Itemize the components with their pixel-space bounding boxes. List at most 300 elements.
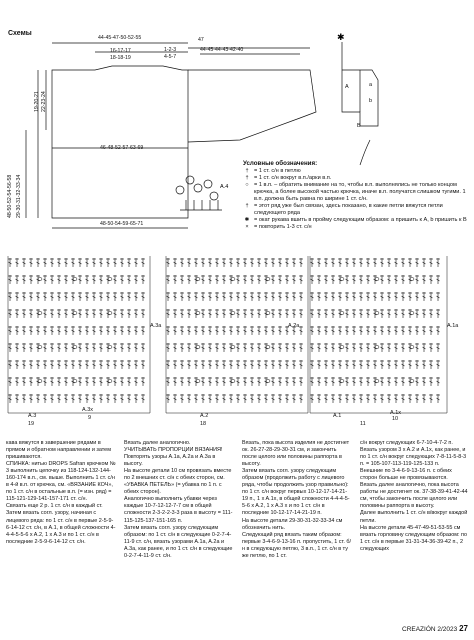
dc-stitch-icon — [387, 343, 391, 352]
dc-stitch-icon — [373, 360, 377, 369]
dc-stitch-icon — [71, 394, 75, 403]
dc-stitch-icon — [208, 360, 212, 369]
dc-stitch-icon — [201, 292, 205, 301]
dc-stitch-icon — [422, 309, 426, 318]
dc-stitch-icon — [15, 326, 19, 335]
dc-stitch-icon — [352, 326, 356, 335]
dc-stitch-icon — [78, 258, 82, 267]
dc-stitch-icon — [15, 343, 19, 352]
dc-stitch-icon — [173, 360, 177, 369]
chain-stitch-icon — [266, 346, 270, 349]
dc-stitch-icon — [166, 377, 170, 386]
dc-stitch-icon — [99, 275, 103, 284]
dc-stitch-icon — [36, 360, 40, 369]
dc-stitch-icon — [194, 258, 198, 267]
dc-stitch-icon — [429, 309, 433, 318]
chain-stitch-icon — [340, 380, 344, 383]
dc-stitch-icon — [180, 360, 184, 369]
dc-stitch-icon — [127, 377, 131, 386]
dc-stitch-icon — [99, 309, 103, 318]
dc-stitch-icon — [278, 258, 282, 267]
dc-stitch-icon — [243, 394, 247, 403]
dc-stitch-icon — [15, 258, 19, 267]
dc-stitch-icon — [127, 394, 131, 403]
dc-stitch-icon — [243, 258, 247, 267]
legend-title: Условные обозначения: — [243, 160, 318, 167]
dc-stitch-icon — [57, 309, 61, 318]
dc-stitch-icon — [292, 394, 296, 403]
dc-stitch-icon — [264, 360, 268, 369]
letter-A: A — [345, 84, 349, 90]
dc-stitch-icon — [29, 292, 33, 301]
dc-stitch-icon — [201, 394, 205, 403]
dc-stitch-icon — [85, 377, 89, 386]
chain-stitch-icon — [73, 380, 77, 383]
dc-stitch-icon — [29, 309, 33, 318]
dc-stitch-icon — [64, 343, 68, 352]
dc-stitch-icon — [324, 377, 328, 386]
dc-stitch-icon — [338, 394, 342, 403]
dc-stitch-icon — [299, 377, 303, 386]
dc-stitch-icon — [387, 326, 391, 335]
paragraph: Внешние по 3-4-6-9-13-16 п. с обеих сторон больше не провязываются. — [360, 468, 452, 482]
count-11: 11 — [360, 421, 366, 427]
dc-stitch-icon — [78, 360, 82, 369]
dc-stitch-icon — [366, 292, 370, 301]
dc-stitch-icon — [78, 394, 82, 403]
dc-stitch-icon — [141, 326, 145, 335]
dc-stitch-icon — [331, 326, 335, 335]
paragraph: Вязать далее аналогично. — [124, 440, 191, 446]
dc-stitch-icon — [64, 394, 68, 403]
dc-stitch-icon — [22, 343, 26, 352]
dc-stitch-icon — [187, 309, 191, 318]
dc-stitch-icon — [401, 394, 405, 403]
dc-stitch-icon — [50, 309, 54, 318]
paragraph: УЧИТЫВАТЬ ПРОПОРЦИИ ВЯЗАНИЯ! Повторять узоры A.1a, A.2a и A.3a в высоту. — [124, 447, 223, 468]
dc-stitch-icon — [429, 377, 433, 386]
dc-stitch-icon — [141, 292, 145, 301]
chain-stitch-icon — [231, 312, 235, 315]
dc-stitch-icon — [43, 275, 47, 284]
dc-stitch-icon — [317, 292, 321, 301]
dc-stitch-icon — [85, 309, 89, 318]
dc-stitch-icon — [166, 326, 170, 335]
chain-stitch-icon — [38, 278, 42, 281]
dc-stitch-icon — [208, 309, 212, 318]
dc-stitch-icon — [338, 326, 342, 335]
dc-stitch-icon — [394, 343, 398, 352]
dc-stitch-icon — [236, 394, 240, 403]
text-column-4 — [360, 440, 470, 560]
dc-stitch-icon — [92, 343, 96, 352]
dc-stitch-icon — [415, 377, 419, 386]
dc-stitch-icon — [120, 258, 124, 267]
dc-stitch-icon — [250, 309, 254, 318]
dc-stitch-icon — [401, 292, 405, 301]
dc-stitch-icon — [85, 326, 89, 335]
dc-stitch-icon — [166, 292, 170, 301]
dc-stitch-icon — [250, 326, 254, 335]
star-marker: ✱ — [337, 32, 345, 42]
dc-stitch-icon — [85, 394, 89, 403]
dc-stitch-icon — [113, 309, 117, 318]
dc-stitch-icon — [271, 394, 275, 403]
dc-stitch-icon — [285, 343, 289, 352]
dc-stitch-icon — [106, 292, 110, 301]
dc-stitch-icon — [43, 258, 47, 267]
dc-stitch-icon — [264, 326, 268, 335]
dc-stitch-icon — [222, 394, 226, 403]
letter-B: B — [357, 123, 361, 129]
chain-stitch-icon — [196, 312, 200, 315]
dc-stitch-icon — [64, 258, 68, 267]
dc-stitch-icon — [78, 292, 82, 301]
dc-stitch-icon — [92, 377, 96, 386]
dc-stitch-icon — [408, 360, 412, 369]
dc-stitch-icon — [243, 377, 247, 386]
dc-stitch-icon — [229, 326, 233, 335]
dc-stitch-icon — [22, 309, 26, 318]
dc-stitch-icon — [201, 309, 205, 318]
dc-stitch-icon — [352, 360, 356, 369]
dc-stitch-icon — [285, 377, 289, 386]
dc-stitch-icon — [422, 360, 426, 369]
dc-stitch-icon — [166, 258, 170, 267]
dc-stitch-icon — [173, 394, 177, 403]
chain-stitch-icon — [266, 312, 270, 315]
dc-stitch-icon — [415, 275, 419, 284]
dc-stitch-icon — [208, 258, 212, 267]
dc-stitch-icon — [250, 292, 254, 301]
dc-stitch-icon — [359, 292, 363, 301]
dc-stitch-icon — [394, 326, 398, 335]
dc-stitch-icon — [194, 292, 198, 301]
dc-stitch-icon — [366, 360, 370, 369]
dc-stitch-icon — [113, 292, 117, 301]
dc-stitch-icon — [71, 360, 75, 369]
dc-stitch-icon — [215, 394, 219, 403]
dc-stitch-icon — [243, 326, 247, 335]
dc-stitch-icon — [113, 258, 117, 267]
dc-stitch-icon — [15, 292, 19, 301]
text-column-1 — [6, 440, 116, 560]
dc-stitch-icon — [292, 343, 296, 352]
dc-stitch-icon — [99, 343, 103, 352]
dc-stitch-icon — [310, 292, 314, 301]
dc-stitch-icon — [113, 326, 117, 335]
dc-stitch-icon — [366, 309, 370, 318]
dc-stitch-icon — [187, 258, 191, 267]
dc-stitch-icon — [106, 360, 110, 369]
dc-stitch-icon — [317, 275, 321, 284]
dim-lower-height: 29-30-31-32-33-34 — [16, 174, 22, 218]
paragraph: Далее выполнить 1 ст. с/н в/вокруг каждой петли. — [360, 510, 468, 524]
label-A1a: A.1a — [447, 323, 459, 329]
dc-stitch-icon — [166, 394, 170, 403]
dc-stitch-icon — [92, 309, 96, 318]
dc-stitch-icon — [36, 258, 40, 267]
dc-stitch-icon — [257, 360, 261, 369]
dc-stitch-icon — [92, 394, 96, 403]
paragraph: Связать еще 2 р. 1 ст. с/н в каждый ст. — [6, 503, 103, 510]
legend-item: = 1 ст. с/н вокруг в.п./арки в.п. — [254, 175, 332, 181]
dc-stitch-icon — [71, 258, 75, 267]
dc-stitch-icon — [380, 326, 384, 335]
dc-stitch-icon — [345, 326, 349, 335]
dc-stitch-icon — [36, 326, 40, 335]
paragraph: На высоте детали 10 см провязать вместе по 2 внешних ст. с/н с обеих сторон, см. «УБАВКА ПЕТЕЛЬ» (= убавка по 1 п. с обеих сторон). — [124, 468, 232, 496]
dc-stitch-icon — [394, 360, 398, 369]
dc-stitch-icon — [401, 326, 405, 335]
dim-armhole-2: 22-23-24 — [41, 91, 47, 112]
dc-stitch-icon — [106, 394, 110, 403]
dc-stitch-icon — [317, 309, 321, 318]
dc-stitch-icon — [292, 275, 296, 284]
dc-stitch-icon — [387, 258, 391, 267]
dc-stitch-icon — [366, 275, 370, 284]
chain-stitch-icon — [38, 312, 42, 315]
dc-stitch-icon — [429, 343, 433, 352]
star-symbol-icon: ✱ — [244, 217, 250, 223]
dc-stitch-icon — [271, 292, 275, 301]
dc-stitch-icon — [299, 326, 303, 335]
dc-stitch-icon — [387, 394, 391, 403]
dc-symbol-icon: † — [245, 168, 249, 174]
dc-stitch-icon — [387, 292, 391, 301]
dc-stitch-icon — [352, 394, 356, 403]
dc-stitch-icon — [324, 360, 328, 369]
dc-stitch-icon — [8, 292, 12, 301]
dc-stitch-icon — [50, 377, 54, 386]
dc-stitch-icon — [299, 343, 303, 352]
legend-item: = этот ряд уже был связан, здесь показано, в какие петли вяжутся петли следующего ряда — [254, 203, 443, 216]
dc-stitch-icon — [310, 326, 314, 335]
dc-stitch-icon — [278, 377, 282, 386]
paragraph: СПИНКА: нитью DROPS Safran крючком № 3 выполнить цепочку из 118-124-132-144-160-174 в.п., см. выше. Выполнить 1 ст. с/н в 4-й в.п. от крючка, см. «ВЯЗАНИЕ КОЧ», по 1 ст. с/н в остальные в.п. (= изн. ряд) = 115-121-129-141-157-171 ст. с/н. — [6, 461, 116, 503]
dc-stitch-icon — [299, 360, 303, 369]
dc-stitch-icon — [141, 377, 145, 386]
dc-stitch-icon — [50, 394, 54, 403]
dim-bottom-width: 48-50-54-59-65-71 — [100, 221, 144, 227]
dc-stitch-icon — [317, 343, 321, 352]
dc-stitch-icon — [180, 309, 184, 318]
dc-stitch-icon — [331, 258, 335, 267]
dc-stitch-icon — [64, 377, 68, 386]
dc-stitch-icon — [359, 377, 363, 386]
dc-stitch-icon — [50, 292, 54, 301]
dc-stitch-icon — [187, 343, 191, 352]
dc-stitch-icon — [271, 275, 275, 284]
dc-stitch-icon — [436, 292, 440, 301]
paragraph: Аналогично выполнить убавки через каждые 10-7-12-12-7-7 см в общей сложности 2-3-2-2-3-3 раза в высоту = 111-115-125-137-151-165 п. — [124, 496, 233, 524]
dc-stitch-icon — [134, 377, 138, 386]
label-A2: A.2 — [200, 413, 209, 419]
dc-stitch-icon — [180, 326, 184, 335]
count-19: 19 — [28, 421, 35, 427]
dc-stitch-icon — [429, 360, 433, 369]
dc-stitch-icon — [299, 309, 303, 318]
dc-stitch-icon — [278, 326, 282, 335]
dc-stitch-icon — [173, 258, 177, 267]
chain-stitch-icon — [266, 380, 270, 383]
count-18: 18 — [200, 421, 207, 427]
dc-stitch-icon — [120, 360, 124, 369]
dc-stitch-icon — [106, 258, 110, 267]
dc-stitch-icon — [50, 275, 54, 284]
dc-stitch-icon — [324, 292, 328, 301]
dc-stitch-icon — [429, 275, 433, 284]
dc-stitch-icon — [345, 343, 349, 352]
chain-stitch-icon — [340, 278, 344, 281]
dc-stitch-icon — [222, 292, 226, 301]
dc-stitch-icon — [166, 275, 170, 284]
label-A1x: A.1x — [390, 410, 402, 416]
dc-stitch-icon — [310, 309, 314, 318]
dc-stitch-icon — [187, 394, 191, 403]
dc-stitch-icon — [57, 292, 61, 301]
dc-stitch-icon — [422, 343, 426, 352]
dc-stitch-icon — [222, 258, 226, 267]
dc-stitch-icon — [436, 258, 440, 267]
dc-stitch-icon — [324, 258, 328, 267]
chain-stitch-icon — [38, 380, 42, 383]
dc-stitch-icon — [394, 292, 398, 301]
dc-stitch-icon — [366, 377, 370, 386]
dc-stitch-icon — [257, 326, 261, 335]
dc-stitch-icon — [43, 360, 47, 369]
dc-stitch-icon — [180, 343, 184, 352]
dc-stitch-icon — [408, 258, 412, 267]
dc-stitch-icon — [180, 394, 184, 403]
label-A1: A.1 — [333, 413, 342, 419]
dc-stitch-icon — [113, 275, 117, 284]
dc-stitch-icon — [64, 309, 68, 318]
dc-stitch-icon — [64, 292, 68, 301]
dim-body-height: 48-50-52-54-56-58 — [7, 174, 13, 218]
dc-stitch-icon — [50, 343, 54, 352]
dc-stitch-icon — [22, 258, 26, 267]
dc-stitch-icon — [22, 394, 26, 403]
dc-stitch-icon — [173, 377, 177, 386]
dc-stitch-icon — [166, 343, 170, 352]
dc-stitch-icon — [292, 360, 296, 369]
dc-stitch-icon — [401, 377, 405, 386]
dc-stitch-icon — [415, 360, 419, 369]
chain-stitch-icon — [73, 312, 77, 315]
dc-stitch-icon — [408, 326, 412, 335]
dim-neck-2: 18-18-19 — [110, 55, 131, 61]
dc-stitch-icon — [43, 394, 47, 403]
dc-stitch-icon — [215, 258, 219, 267]
dc-stitch-icon — [134, 309, 138, 318]
dc-stitch-icon — [285, 394, 289, 403]
dc-stitch-icon — [324, 326, 328, 335]
dc-stitch-icon — [415, 258, 419, 267]
dc-stitch-icon — [415, 326, 419, 335]
dc-stitch-icon — [173, 292, 177, 301]
dc-stitch-icon — [380, 258, 384, 267]
dc-stitch-icon — [57, 258, 61, 267]
dim-sleeve-width: 47 — [198, 37, 204, 43]
dc-stitch-icon — [401, 309, 405, 318]
chain-stitch-icon — [196, 278, 200, 281]
dc-stitch-icon — [324, 343, 328, 352]
dc-stitch-icon — [29, 326, 33, 335]
dc-stitch-icon — [134, 258, 138, 267]
dc-stitch-icon — [36, 394, 40, 403]
dc-stitch-icon — [387, 275, 391, 284]
dc-stitch-icon — [78, 275, 82, 284]
dc-stitch-icon — [22, 275, 26, 284]
dc-stitch-icon — [285, 360, 289, 369]
dc-stitch-icon — [331, 309, 335, 318]
dc-stitch-icon — [257, 309, 261, 318]
dc-stitch-icon — [78, 326, 82, 335]
crochet-charts — [0, 248, 474, 428]
dc-stitch-icon — [250, 258, 254, 267]
dc-stitch-icon — [180, 258, 184, 267]
dc-stitch-icon — [57, 326, 61, 335]
dc-stitch-icon — [429, 326, 433, 335]
garment-schematic — [0, 30, 474, 270]
dc-stitch-icon — [394, 394, 398, 403]
dc-stitch-icon — [236, 377, 240, 386]
dc-stitch-icon — [85, 360, 89, 369]
footer — [402, 624, 468, 633]
dc-stitch-icon — [394, 309, 398, 318]
dc-stitch-icon — [243, 275, 247, 284]
dc-stitch-icon — [310, 394, 314, 403]
dim-shoulder-2: 4-5-7 — [164, 54, 177, 60]
dc-stitch-icon — [373, 326, 377, 335]
chain-stitch-icon — [108, 312, 112, 315]
dc-stitch-icon — [43, 292, 47, 301]
chain-stitch-icon — [410, 278, 414, 281]
dc-stitch-icon — [166, 360, 170, 369]
paragraph: Вязать, пока высота изделия не достигнет ок. 26-27-28-29-30-31 см, и закончить после целого или половины раппорта в высоту. — [242, 440, 350, 468]
dc-stitch-icon — [201, 360, 205, 369]
count-9: 9 — [88, 415, 92, 421]
dc-stitch-icon — [299, 292, 303, 301]
dc-stitch-icon — [8, 360, 12, 369]
dc-stitch-icon — [292, 258, 296, 267]
chain-stitch-icon — [231, 380, 235, 383]
label-A3a: A.3a — [150, 323, 162, 329]
dc-stitch-icon — [299, 258, 303, 267]
dc-stitch-icon — [187, 377, 191, 386]
dc-stitch-icon — [373, 394, 377, 403]
dc-stitch-icon — [236, 360, 240, 369]
dc-stitch-icon — [436, 377, 440, 386]
dc-stitch-icon — [271, 377, 275, 386]
dc-stitch-icon — [285, 292, 289, 301]
dc-stitch-icon — [141, 360, 145, 369]
dc-stitch-icon — [134, 326, 138, 335]
chain-stitch-icon — [410, 380, 414, 383]
dc-stitch-icon — [292, 309, 296, 318]
dc-stitch-icon — [380, 343, 384, 352]
chain-stitch-icon — [375, 312, 379, 315]
page-number: 27 — [459, 624, 468, 633]
dc-stitch-icon — [331, 343, 335, 352]
dc-stitch-icon — [299, 275, 303, 284]
dc-stitch-icon — [359, 360, 363, 369]
dc-stitch-icon — [250, 377, 254, 386]
chain-symbol-icon: ○ — [245, 182, 249, 188]
dc-stitch-icon — [113, 360, 117, 369]
dc-stitch-icon — [127, 275, 131, 284]
